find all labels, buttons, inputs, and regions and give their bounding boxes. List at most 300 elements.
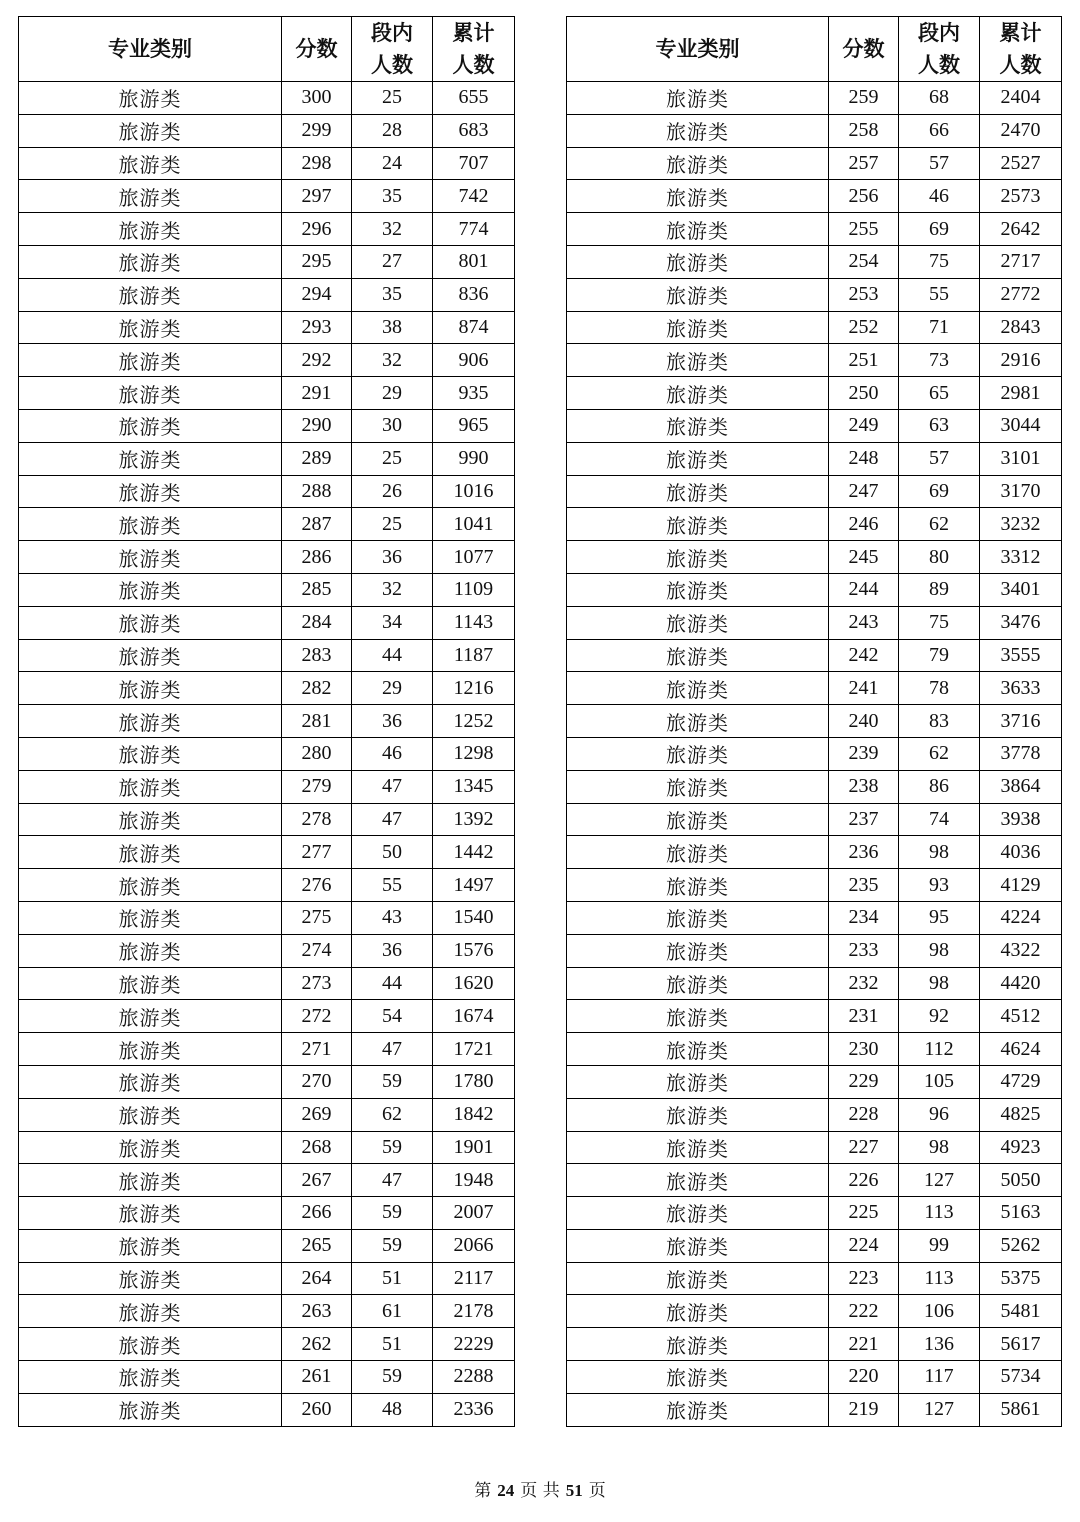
table-row bbox=[19, 1393, 515, 1426]
cell-category: 旅游类 bbox=[19, 1098, 282, 1131]
table-row bbox=[567, 1131, 1062, 1164]
cell-score: 260 bbox=[282, 1393, 352, 1426]
cell-category: 旅游类 bbox=[567, 344, 829, 377]
cell-cumulative-count: 5861 bbox=[980, 1393, 1062, 1426]
table-row bbox=[567, 1229, 1062, 1262]
cell-score: 241 bbox=[829, 672, 899, 705]
table-row bbox=[567, 344, 1062, 377]
cell-score: 270 bbox=[282, 1065, 352, 1098]
cell-cumulative-count: 3778 bbox=[980, 737, 1062, 770]
cell-category: 旅游类 bbox=[19, 672, 282, 705]
cell-score: 295 bbox=[282, 245, 352, 278]
cell-score: 292 bbox=[282, 344, 352, 377]
cell-cumulative-count: 3938 bbox=[980, 803, 1062, 836]
header-row bbox=[19, 17, 515, 82]
table-row bbox=[19, 606, 515, 639]
cell-category: 旅游类 bbox=[19, 1164, 282, 1197]
cell-in-band-count: 59 bbox=[352, 1229, 433, 1262]
cell-in-band-count: 25 bbox=[352, 442, 433, 475]
cell-in-band-count: 113 bbox=[899, 1262, 980, 1295]
cell-category: 旅游类 bbox=[19, 245, 282, 278]
table-row bbox=[19, 1197, 515, 1230]
cell-score: 286 bbox=[282, 541, 352, 574]
cell-category: 旅游类 bbox=[567, 180, 829, 213]
cell-category: 旅游类 bbox=[567, 442, 829, 475]
footer-suffix: 页 bbox=[588, 1481, 606, 1501]
cell-in-band-count: 46 bbox=[352, 737, 433, 770]
cell-in-band-count: 27 bbox=[352, 245, 433, 278]
table-row bbox=[19, 1361, 515, 1394]
cell-in-band-count: 44 bbox=[352, 639, 433, 672]
cell-score: 243 bbox=[829, 606, 899, 639]
cell-in-band-count: 68 bbox=[899, 82, 980, 115]
cell-in-band-count: 99 bbox=[899, 1229, 980, 1262]
cell-cumulative-count: 1016 bbox=[433, 475, 515, 508]
cell-category: 旅游类 bbox=[567, 1262, 829, 1295]
cell-category: 旅游类 bbox=[567, 82, 829, 115]
cell-category: 旅游类 bbox=[567, 508, 829, 541]
cell-score: 234 bbox=[829, 901, 899, 934]
cell-score: 232 bbox=[829, 967, 899, 1000]
cell-cumulative-count: 683 bbox=[433, 114, 515, 147]
table-row bbox=[567, 606, 1062, 639]
cell-category: 旅游类 bbox=[567, 606, 829, 639]
cell-in-band-count: 136 bbox=[899, 1328, 980, 1361]
table-row bbox=[19, 409, 515, 442]
cell-cumulative-count: 3232 bbox=[980, 508, 1062, 541]
cell-in-band-count: 65 bbox=[899, 377, 980, 410]
cell-category: 旅游类 bbox=[19, 475, 282, 508]
cell-in-band-count: 57 bbox=[899, 147, 980, 180]
cell-cumulative-count: 2642 bbox=[980, 213, 1062, 246]
cell-score: 273 bbox=[282, 967, 352, 1000]
cell-cumulative-count: 3555 bbox=[980, 639, 1062, 672]
cell-score: 259 bbox=[829, 82, 899, 115]
table-body-right bbox=[567, 82, 1062, 1427]
table-row bbox=[567, 1164, 1062, 1197]
cell-category: 旅游类 bbox=[19, 934, 282, 967]
cell-cumulative-count: 2336 bbox=[433, 1393, 515, 1426]
cell-score: 291 bbox=[282, 377, 352, 410]
cell-category: 旅游类 bbox=[19, 311, 282, 344]
cell-in-band-count: 113 bbox=[899, 1197, 980, 1230]
cell-cumulative-count: 1187 bbox=[433, 639, 515, 672]
cell-cumulative-count: 3476 bbox=[980, 606, 1062, 639]
table-row bbox=[19, 1295, 515, 1328]
cell-cumulative-count: 4729 bbox=[980, 1065, 1062, 1098]
cell-score: 221 bbox=[829, 1328, 899, 1361]
cell-cumulative-count: 3401 bbox=[980, 573, 1062, 606]
cell-in-band-count: 25 bbox=[352, 508, 433, 541]
cell-cumulative-count: 2229 bbox=[433, 1328, 515, 1361]
cell-cumulative-count: 1780 bbox=[433, 1065, 515, 1098]
table-row bbox=[19, 573, 515, 606]
cell-in-band-count: 30 bbox=[352, 409, 433, 442]
cell-category: 旅游类 bbox=[567, 672, 829, 705]
cell-in-band-count: 75 bbox=[899, 606, 980, 639]
cell-cumulative-count: 4825 bbox=[980, 1098, 1062, 1131]
cell-cumulative-count: 3312 bbox=[980, 541, 1062, 574]
cell-score: 277 bbox=[282, 836, 352, 869]
cell-cumulative-count: 1143 bbox=[433, 606, 515, 639]
cell-score: 222 bbox=[829, 1295, 899, 1328]
cell-cumulative-count: 2527 bbox=[980, 147, 1062, 180]
cell-score: 283 bbox=[282, 639, 352, 672]
cell-category: 旅游类 bbox=[19, 901, 282, 934]
table-row bbox=[19, 1164, 515, 1197]
table-row bbox=[19, 541, 515, 574]
cell-in-band-count: 105 bbox=[899, 1065, 980, 1098]
cell-category: 旅游类 bbox=[19, 770, 282, 803]
cell-category: 旅游类 bbox=[19, 409, 282, 442]
cell-in-band-count: 29 bbox=[352, 672, 433, 705]
cell-category: 旅游类 bbox=[19, 377, 282, 410]
cell-cumulative-count: 742 bbox=[433, 180, 515, 213]
cell-cumulative-count: 1298 bbox=[433, 737, 515, 770]
cell-score: 247 bbox=[829, 475, 899, 508]
cell-cumulative-count: 5262 bbox=[980, 1229, 1062, 1262]
cell-score: 297 bbox=[282, 180, 352, 213]
cell-score: 230 bbox=[829, 1033, 899, 1066]
cell-category: 旅游类 bbox=[567, 1164, 829, 1197]
cell-score: 264 bbox=[282, 1262, 352, 1295]
table-row bbox=[567, 639, 1062, 672]
table-row bbox=[19, 442, 515, 475]
cell-category: 旅游类 bbox=[567, 245, 829, 278]
cell-score: 239 bbox=[829, 737, 899, 770]
cell-in-band-count: 59 bbox=[352, 1131, 433, 1164]
cell-in-band-count: 74 bbox=[899, 803, 980, 836]
cell-category: 旅游类 bbox=[19, 737, 282, 770]
table-row bbox=[567, 803, 1062, 836]
table-row bbox=[19, 737, 515, 770]
cell-cumulative-count: 1674 bbox=[433, 1000, 515, 1033]
table-row bbox=[19, 180, 515, 213]
cell-category: 旅游类 bbox=[19, 344, 282, 377]
cell-category: 旅游类 bbox=[567, 475, 829, 508]
cell-category: 旅游类 bbox=[19, 180, 282, 213]
cell-in-band-count: 43 bbox=[352, 901, 433, 934]
cell-score: 233 bbox=[829, 934, 899, 967]
table-row bbox=[567, 1361, 1062, 1394]
cell-category: 旅游类 bbox=[567, 1393, 829, 1426]
cell-score: 275 bbox=[282, 901, 352, 934]
cell-score: 288 bbox=[282, 475, 352, 508]
table-row bbox=[567, 737, 1062, 770]
cell-category: 旅游类 bbox=[567, 1361, 829, 1394]
cell-score: 231 bbox=[829, 1000, 899, 1033]
cell-cumulative-count: 801 bbox=[433, 245, 515, 278]
header-in-band-count: 段内 人数 bbox=[352, 17, 433, 82]
table-row bbox=[567, 508, 1062, 541]
cell-category: 旅游类 bbox=[567, 1229, 829, 1262]
cell-cumulative-count: 1948 bbox=[433, 1164, 515, 1197]
table-row bbox=[567, 1197, 1062, 1230]
cell-in-band-count: 55 bbox=[899, 278, 980, 311]
table-row bbox=[19, 245, 515, 278]
cell-score: 254 bbox=[829, 245, 899, 278]
cell-category: 旅游类 bbox=[19, 573, 282, 606]
cell-score: 296 bbox=[282, 213, 352, 246]
footer-prefix: 第 bbox=[474, 1481, 492, 1501]
table-row bbox=[567, 1098, 1062, 1131]
cell-score: 300 bbox=[282, 82, 352, 115]
cell-score: 226 bbox=[829, 1164, 899, 1197]
cell-score: 227 bbox=[829, 1131, 899, 1164]
cell-in-band-count: 54 bbox=[352, 1000, 433, 1033]
cell-score: 274 bbox=[282, 934, 352, 967]
cell-in-band-count: 44 bbox=[352, 967, 433, 1000]
table-row bbox=[19, 1065, 515, 1098]
cell-category: 旅游类 bbox=[567, 1131, 829, 1164]
cell-score: 263 bbox=[282, 1295, 352, 1328]
header-cumulative-count: 累计 人数 bbox=[433, 17, 515, 82]
cell-score: 255 bbox=[829, 213, 899, 246]
cell-category: 旅游类 bbox=[19, 508, 282, 541]
table-row bbox=[19, 836, 515, 869]
cell-in-band-count: 46 bbox=[899, 180, 980, 213]
table-row bbox=[19, 1131, 515, 1164]
cell-cumulative-count: 5050 bbox=[980, 1164, 1062, 1197]
cell-score: 271 bbox=[282, 1033, 352, 1066]
cell-in-band-count: 32 bbox=[352, 213, 433, 246]
cell-category: 旅游类 bbox=[567, 869, 829, 902]
cell-in-band-count: 47 bbox=[352, 1164, 433, 1197]
table-row bbox=[567, 1033, 1062, 1066]
cell-category: 旅游类 bbox=[567, 770, 829, 803]
table-row bbox=[567, 705, 1062, 738]
table-row bbox=[19, 639, 515, 672]
cell-score: 257 bbox=[829, 147, 899, 180]
header-category: 专业类别 bbox=[19, 17, 282, 82]
cell-cumulative-count: 5481 bbox=[980, 1295, 1062, 1328]
cell-in-band-count: 106 bbox=[899, 1295, 980, 1328]
table-row bbox=[567, 934, 1062, 967]
cell-category: 旅游类 bbox=[19, 705, 282, 738]
cell-score: 294 bbox=[282, 278, 352, 311]
cell-category: 旅游类 bbox=[19, 1328, 282, 1361]
cell-in-band-count: 117 bbox=[899, 1361, 980, 1394]
cell-in-band-count: 89 bbox=[899, 573, 980, 606]
cell-cumulative-count: 4624 bbox=[980, 1033, 1062, 1066]
table-row bbox=[567, 1262, 1062, 1295]
cell-score: 298 bbox=[282, 147, 352, 180]
cell-score: 248 bbox=[829, 442, 899, 475]
cell-cumulative-count: 1041 bbox=[433, 508, 515, 541]
cell-in-band-count: 25 bbox=[352, 82, 433, 115]
cell-cumulative-count: 1540 bbox=[433, 901, 515, 934]
cell-score: 258 bbox=[829, 114, 899, 147]
table-row bbox=[567, 1328, 1062, 1361]
cell-cumulative-count: 2772 bbox=[980, 278, 1062, 311]
cell-cumulative-count: 1620 bbox=[433, 967, 515, 1000]
table-row bbox=[19, 344, 515, 377]
cell-category: 旅游类 bbox=[567, 934, 829, 967]
table-row bbox=[567, 967, 1062, 1000]
cell-score: 282 bbox=[282, 672, 352, 705]
table-body-left bbox=[19, 82, 515, 1427]
table-row bbox=[567, 475, 1062, 508]
cell-cumulative-count: 1901 bbox=[433, 1131, 515, 1164]
table-row bbox=[19, 1098, 515, 1131]
footer-total-pages: 51 bbox=[565, 1481, 583, 1500]
cell-in-band-count: 127 bbox=[899, 1393, 980, 1426]
table-row bbox=[19, 869, 515, 902]
cell-in-band-count: 62 bbox=[899, 508, 980, 541]
cell-cumulative-count: 2470 bbox=[980, 114, 1062, 147]
cell-category: 旅游类 bbox=[567, 803, 829, 836]
cell-in-band-count: 35 bbox=[352, 278, 433, 311]
table-row bbox=[567, 1393, 1062, 1426]
cell-in-band-count: 73 bbox=[899, 344, 980, 377]
table-row bbox=[567, 180, 1062, 213]
cell-score: 251 bbox=[829, 344, 899, 377]
cell-score: 224 bbox=[829, 1229, 899, 1262]
cell-in-band-count: 48 bbox=[352, 1393, 433, 1426]
table-row bbox=[19, 475, 515, 508]
cell-in-band-count: 92 bbox=[899, 1000, 980, 1033]
table-row bbox=[567, 114, 1062, 147]
cell-score: 299 bbox=[282, 114, 352, 147]
cell-cumulative-count: 3044 bbox=[980, 409, 1062, 442]
table-row bbox=[567, 82, 1062, 115]
cell-score: 244 bbox=[829, 573, 899, 606]
cell-in-band-count: 47 bbox=[352, 803, 433, 836]
cell-cumulative-count: 1497 bbox=[433, 869, 515, 902]
cell-score: 253 bbox=[829, 278, 899, 311]
cell-score: 278 bbox=[282, 803, 352, 836]
score-table-right bbox=[566, 16, 1062, 1427]
cell-category: 旅游类 bbox=[19, 147, 282, 180]
cell-category: 旅游类 bbox=[567, 737, 829, 770]
cell-category: 旅游类 bbox=[19, 1000, 282, 1033]
table-row bbox=[19, 1000, 515, 1033]
cell-category: 旅游类 bbox=[19, 1295, 282, 1328]
cell-cumulative-count: 2404 bbox=[980, 82, 1062, 115]
cell-score: 272 bbox=[282, 1000, 352, 1033]
cell-category: 旅游类 bbox=[19, 606, 282, 639]
cell-score: 250 bbox=[829, 377, 899, 410]
cell-cumulative-count: 3864 bbox=[980, 770, 1062, 803]
table-row bbox=[567, 311, 1062, 344]
cell-in-band-count: 50 bbox=[352, 836, 433, 869]
cell-category: 旅游类 bbox=[567, 901, 829, 934]
cell-category: 旅游类 bbox=[19, 803, 282, 836]
cell-category: 旅游类 bbox=[567, 1197, 829, 1230]
cell-category: 旅游类 bbox=[567, 639, 829, 672]
table-row bbox=[19, 901, 515, 934]
page-footer bbox=[0, 1476, 1080, 1501]
cell-score: 245 bbox=[829, 541, 899, 574]
cell-cumulative-count: 655 bbox=[433, 82, 515, 115]
cell-score: 262 bbox=[282, 1328, 352, 1361]
cell-in-band-count: 93 bbox=[899, 869, 980, 902]
cell-score: 220 bbox=[829, 1361, 899, 1394]
cell-in-band-count: 32 bbox=[352, 344, 433, 377]
cell-in-band-count: 59 bbox=[352, 1065, 433, 1098]
cell-in-band-count: 63 bbox=[899, 409, 980, 442]
footer-page-number: 24 bbox=[497, 1481, 515, 1500]
cell-score: 229 bbox=[829, 1065, 899, 1098]
cell-cumulative-count: 1721 bbox=[433, 1033, 515, 1066]
table-row bbox=[567, 770, 1062, 803]
cell-score: 293 bbox=[282, 311, 352, 344]
cell-in-band-count: 83 bbox=[899, 705, 980, 738]
header-row bbox=[567, 17, 1062, 82]
cell-cumulative-count: 4224 bbox=[980, 901, 1062, 934]
cell-score: 256 bbox=[829, 180, 899, 213]
score-table-left bbox=[18, 16, 515, 1427]
cell-in-band-count: 62 bbox=[899, 737, 980, 770]
cell-score: 242 bbox=[829, 639, 899, 672]
cell-cumulative-count: 2843 bbox=[980, 311, 1062, 344]
cell-cumulative-count: 5617 bbox=[980, 1328, 1062, 1361]
cell-in-band-count: 59 bbox=[352, 1361, 433, 1394]
cell-in-band-count: 57 bbox=[899, 442, 980, 475]
header-category: 专业类别 bbox=[567, 17, 829, 82]
cell-cumulative-count: 4036 bbox=[980, 836, 1062, 869]
table-row bbox=[19, 311, 515, 344]
cell-cumulative-count: 4129 bbox=[980, 869, 1062, 902]
cell-in-band-count: 86 bbox=[899, 770, 980, 803]
cell-in-band-count: 28 bbox=[352, 114, 433, 147]
table-row bbox=[19, 114, 515, 147]
cell-score: 237 bbox=[829, 803, 899, 836]
cell-in-band-count: 95 bbox=[899, 901, 980, 934]
cell-in-band-count: 69 bbox=[899, 213, 980, 246]
cell-category: 旅游类 bbox=[19, 278, 282, 311]
cell-category: 旅游类 bbox=[567, 409, 829, 442]
table-row bbox=[567, 573, 1062, 606]
cell-cumulative-count: 2178 bbox=[433, 1295, 515, 1328]
cell-score: 279 bbox=[282, 770, 352, 803]
table-row bbox=[567, 213, 1062, 246]
cell-in-band-count: 98 bbox=[899, 1131, 980, 1164]
cell-cumulative-count: 3170 bbox=[980, 475, 1062, 508]
cell-cumulative-count: 2916 bbox=[980, 344, 1062, 377]
cell-in-band-count: 36 bbox=[352, 541, 433, 574]
cell-cumulative-count: 3101 bbox=[980, 442, 1062, 475]
table-row bbox=[19, 672, 515, 705]
cell-cumulative-count: 5163 bbox=[980, 1197, 1062, 1230]
table-row bbox=[567, 672, 1062, 705]
cell-score: 261 bbox=[282, 1361, 352, 1394]
cell-in-band-count: 51 bbox=[352, 1262, 433, 1295]
cell-in-band-count: 36 bbox=[352, 705, 433, 738]
cell-cumulative-count: 1216 bbox=[433, 672, 515, 705]
cell-category: 旅游类 bbox=[19, 836, 282, 869]
cell-score: 285 bbox=[282, 573, 352, 606]
cell-category: 旅游类 bbox=[19, 1229, 282, 1262]
cell-in-band-count: 29 bbox=[352, 377, 433, 410]
cell-category: 旅游类 bbox=[19, 82, 282, 115]
cell-category: 旅游类 bbox=[567, 377, 829, 410]
cell-score: 252 bbox=[829, 311, 899, 344]
table-row bbox=[19, 1262, 515, 1295]
cell-category: 旅游类 bbox=[567, 1295, 829, 1328]
table-row bbox=[567, 147, 1062, 180]
cell-cumulative-count: 4512 bbox=[980, 1000, 1062, 1033]
cell-score: 238 bbox=[829, 770, 899, 803]
cell-cumulative-count: 5734 bbox=[980, 1361, 1062, 1394]
cell-category: 旅游类 bbox=[567, 1328, 829, 1361]
cell-cumulative-count: 906 bbox=[433, 344, 515, 377]
cell-in-band-count: 66 bbox=[899, 114, 980, 147]
cell-category: 旅游类 bbox=[19, 967, 282, 1000]
table-row bbox=[19, 967, 515, 1000]
cell-in-band-count: 26 bbox=[352, 475, 433, 508]
cell-score: 223 bbox=[829, 1262, 899, 1295]
